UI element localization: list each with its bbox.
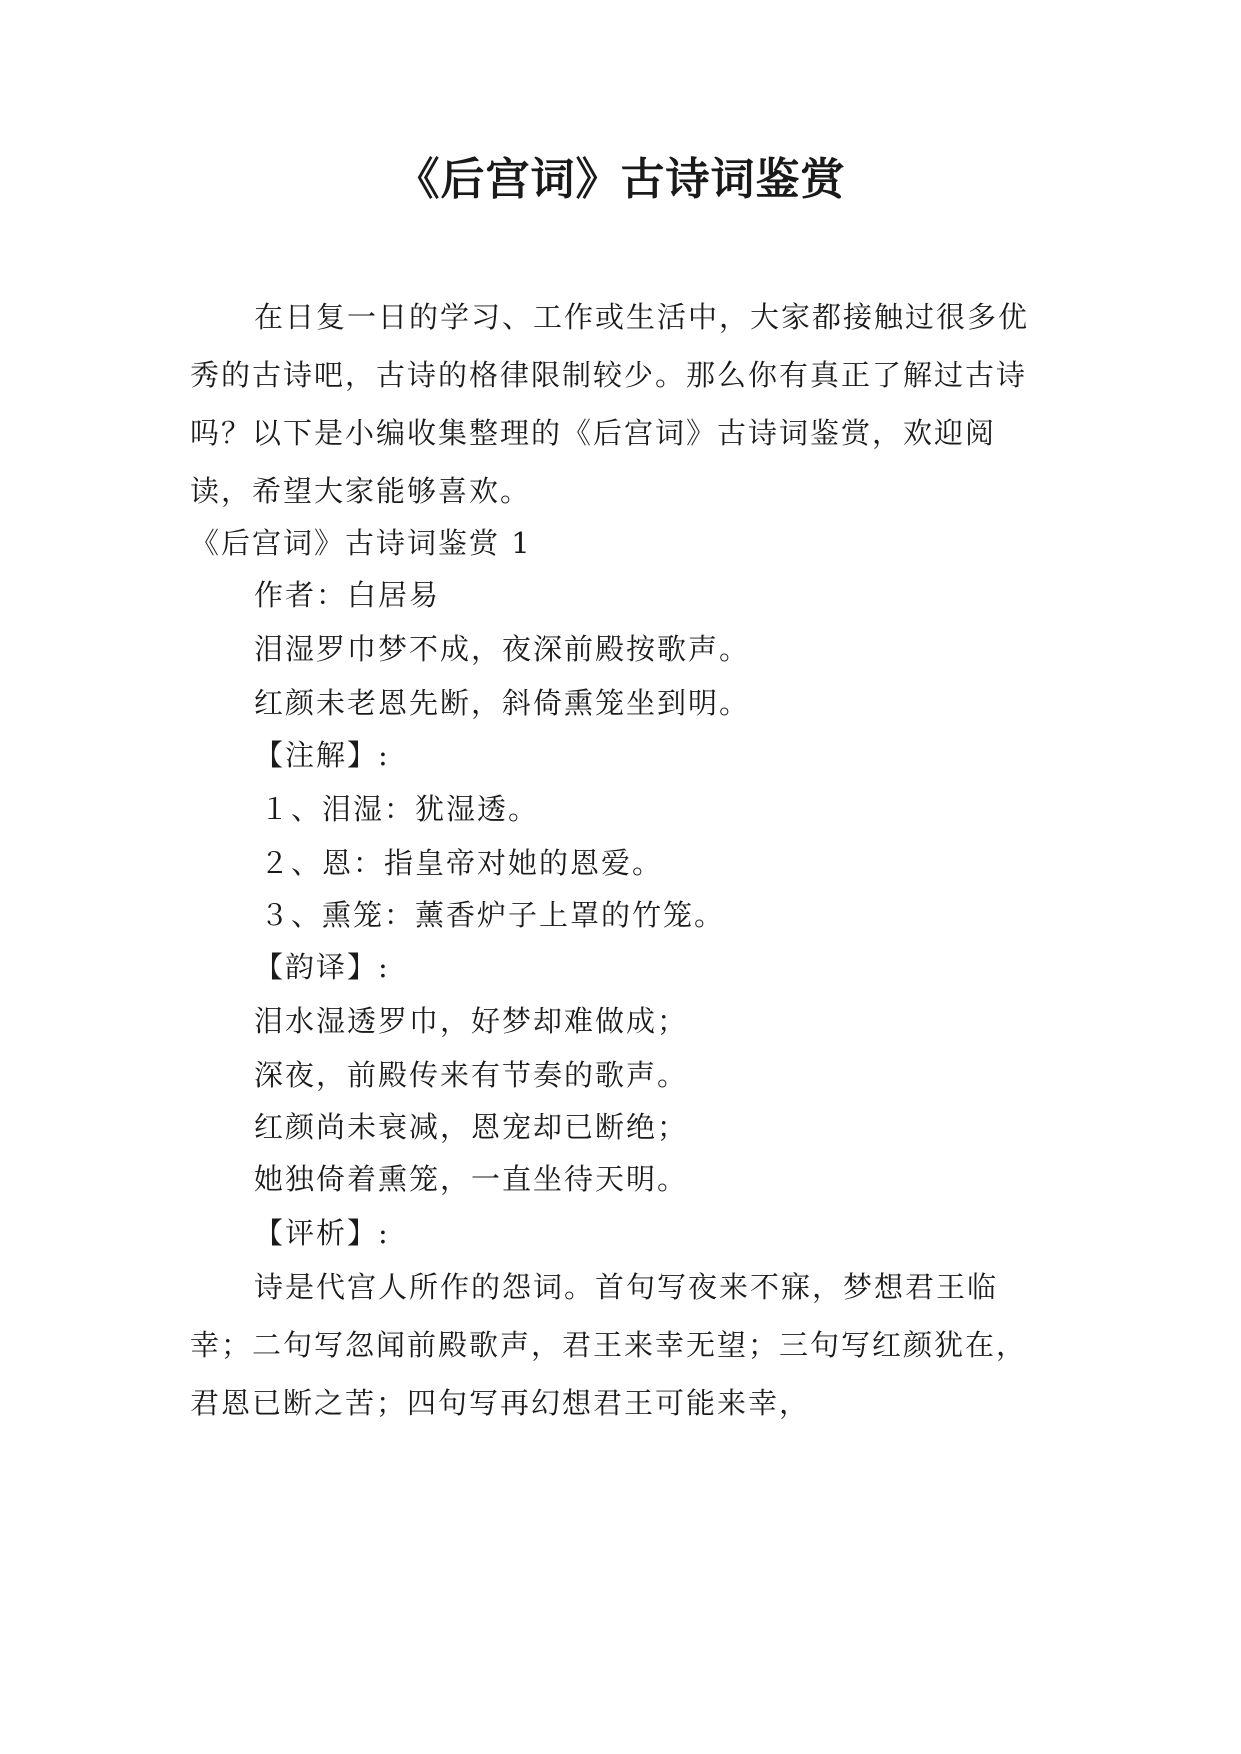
translation-line: 深夜，前殿传来有节奏的歌声。 [254,1058,689,1092]
translation-line: 红颜尚未衰减，恩宠却已断绝； [254,1110,689,1144]
notes-label: 【注解】: [254,738,390,772]
note-item: ２、恩：指皇帝对她的恩爱。 [260,846,664,880]
author-line: 作者：白居易 [254,578,441,612]
poem-line: 红颜未老恩先断，斜倚熏笼坐到明。 [254,686,751,720]
note-item: １、泪湿：犹湿透。 [260,792,540,826]
intro-paragraph: 在日复一日的学习、工作或生活中，大家都接触过很多优秀的古诗吧，古诗的格律限制较少。那么你有真正了解过古诗吗？以下是小编收集整理的《后宫词》古诗词鉴赏，欢迎阅读，希望大家能够喜欢。 [190,300,1030,508]
translation-label: 【韵译】: [254,950,390,984]
poem-line: 泪湿罗巾梦不成，夜深前殿按歌声。 [254,632,751,666]
page-title: 《后宫词》古诗词鉴赏 [395,154,846,205]
translation-line: 她独倚着熏笼，一直坐待天明。 [254,1162,689,1196]
analysis-paragraph: 诗是代宫人所作的怨词。首句写夜来不寐，梦想君王临幸；二句写忽闻前殿歌声，君王来幸无望；三句写红颜犹在，君恩已断之苦；四句写再幻想君王可能来幸， [190,1270,1028,1420]
analysis-label: 【评析】: [254,1216,390,1250]
note-item: ３、熏笼：薰香炉子上罩的竹笼。 [260,898,726,932]
section-heading: 《后宫词》古诗词鉴赏 1 [190,526,532,560]
translation-line: 泪水湿透罗巾，好梦却难做成； [254,1004,689,1038]
